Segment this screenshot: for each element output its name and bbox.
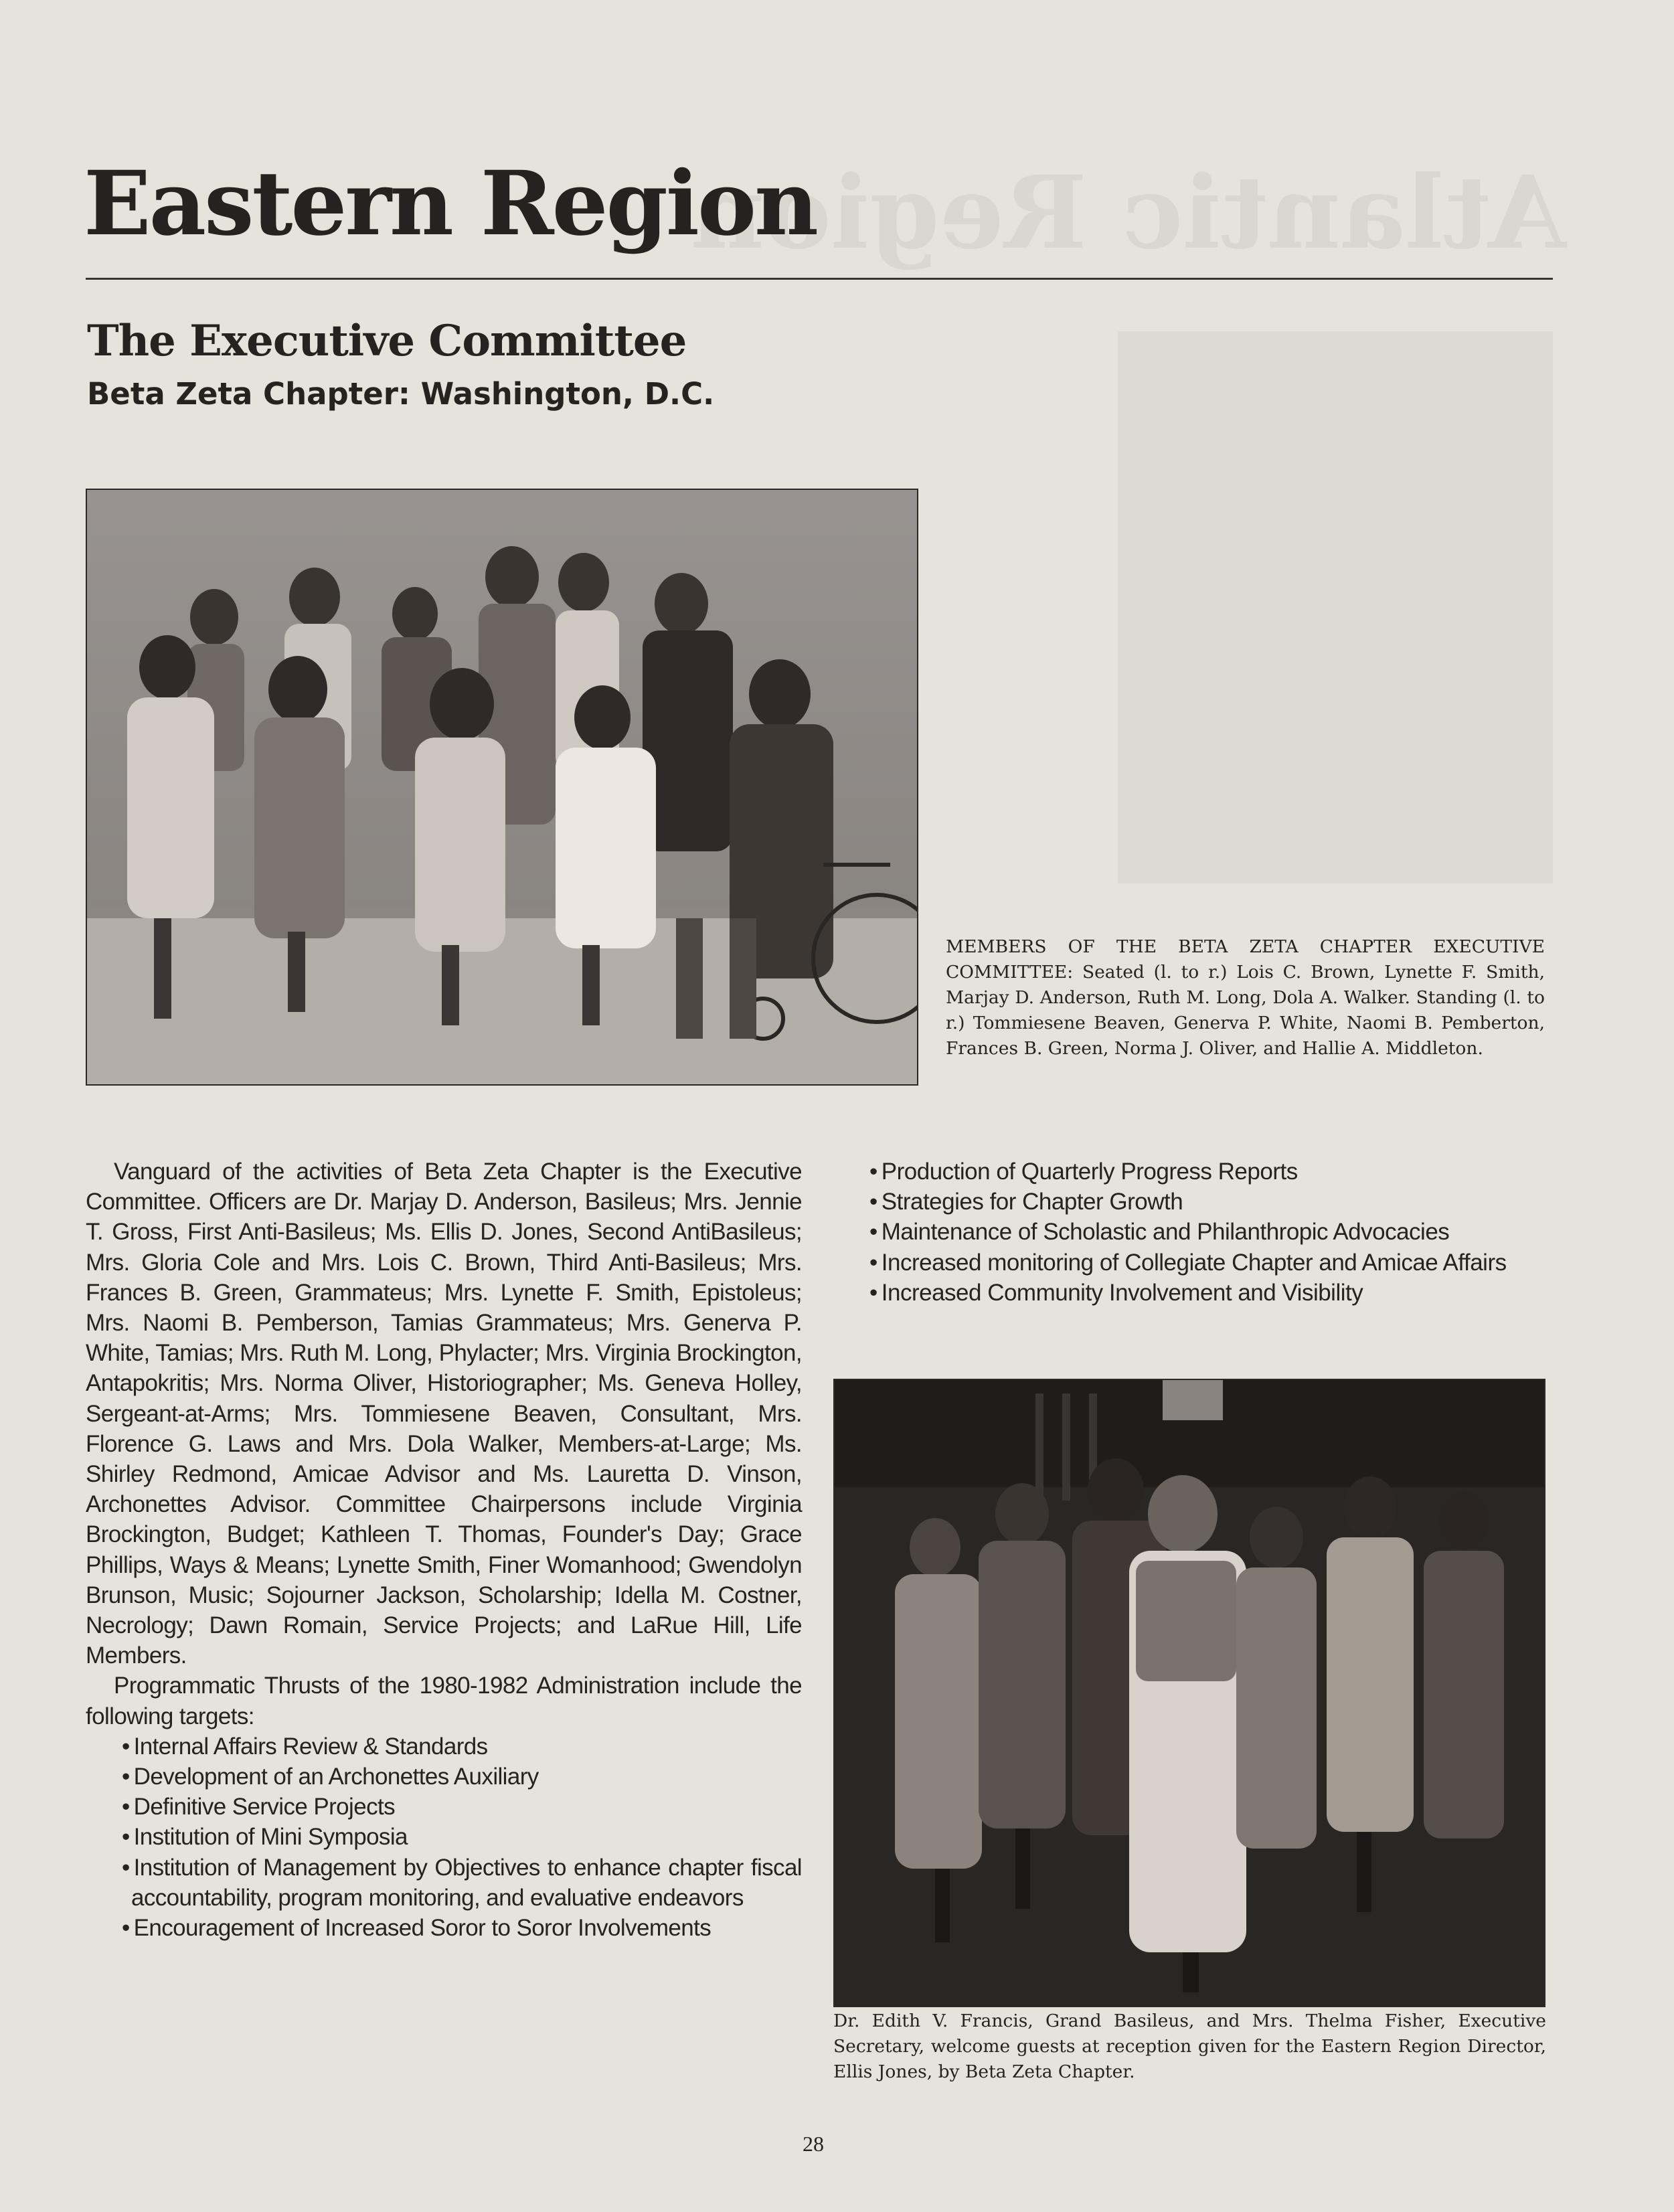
list-item: • Institution of Management by Objectives to enhance chapter fiscal accountability, program monitoring, and evaluative endeavors: [86, 1853, 802, 1913]
title-rule: [86, 278, 1553, 280]
reception-photo: [833, 1379, 1545, 2007]
article-paragraph: Vanguard of the activities of Beta Zeta Chapter is the Executive Committee. Officers are Dr. Marjay D. Anderson, Basileus; Mrs. Jennie T. Gross, First Anti-Basileus; Ms. Ellis D. Jones, Second AntiBasileus; Mrs. Gloria Cole and Mrs. Lois C. Brown, Third Anti-Basileus; Mrs. Frances B. Green, Grammateus; Mrs. Lynette F. Smith, Epistoleus; Mrs. Naomi B. Pemberson, Tamias Grammateus; Mrs. Generva P. White, Tamias; Mrs. Ruth M. Long, Phylacter; Mrs. Virginia Brockington, Antapokritis; Mrs. Norma Oliver, Historiographer; Ms. Geneva Holley, Sergeant-at-Arms; Mrs. Tommiesene Beaven, Consultant, Mrs. Florence G. Laws and Mrs. Dola Walker, Members-at-Large; Ms. Shirley Redmond, Amicae Advisor and Ms. Lauretta D. Vinson, Archonettes Advisor. Committee Chairpersons include Virginia Brockington, Budget; Kathleen T. Thomas, Founder's Day; Grace Phillips, Ways & Means; Lynette Smith, Finer Womanhood; Gwendolyn Brunson, Music; Sojourner Jackson, Scholarship; Idella M. Costner, Necrology; Dawn Romain, Service Projects; and LaRue Hill, Life Members.: [86, 1159, 802, 1669]
group-photo-caption: MEMBERS OF THE BETA ZETA CHAPTER EXECUTIVE COMMITTEE: Seated (l. to r.) Lois C. Brown, Lynette F. Smith, Marjay D. Anderson, Ruth M. Long, Dola A. Walker. Standing (l. to r.) Tommiesene Beaven, Generva P. White, Naomi B. Pemberton, Frances B. Green, Norma J. Oliver, and Hallie A. Middleton.: [946, 936, 1545, 1059]
section-heading: The Executive Committee: [87, 316, 687, 366]
list-item: • Strategies for Chapter Growth: [867, 1187, 1546, 1217]
list-item: • Definitive Service Projects: [86, 1792, 802, 1822]
reception-photo-illustration: [835, 1380, 1544, 2006]
targets-list-left: [86, 1731, 802, 1943]
list-item: • Development of an Archonettes Auxiliary: [86, 1762, 802, 1792]
list-item: • Encouragement of Increased Soror to Soror Involvements: [86, 1913, 802, 1943]
list-item: • Increased Community Involvement and Visibility: [867, 1278, 1546, 1308]
list-item: • Production of Quarterly Progress Reports: [867, 1157, 1546, 1187]
executive-committee-photo: [86, 489, 918, 1086]
article-body: [86, 1157, 802, 1943]
list-item: • Internal Affairs Review & Standards: [86, 1731, 802, 1762]
list-item: • Institution of Mini Symposia: [86, 1822, 802, 1852]
bleed-through-text: Atlantic Region: [691, 154, 1566, 272]
page-number: 28: [803, 2132, 824, 2156]
group-photo-illustration: [87, 490, 917, 1084]
section-subheading: Beta Zeta Chapter: Washington, D.C.: [87, 376, 715, 412]
bleed-through-photo: [1118, 331, 1553, 883]
reception-photo-caption: Dr. Edith V. Francis, Grand Basileus, and Mrs. Thelma Fisher, Executive Secretary, welcome guests at reception given for the Eastern Region Director, Ellis Jones, by Beta Zeta Chapter.: [833, 2011, 1546, 2082]
article-paragraph: Programmatic Thrusts of the 1980-1982 Administration include the following targets:: [86, 1673, 802, 1729]
targets-list-right: [867, 1157, 1546, 1308]
page-title: Eastern Region: [84, 152, 817, 256]
list-item: • Maintenance of Scholastic and Philanthropic Advocacies: [867, 1217, 1546, 1247]
list-item: • Increased monitoring of Collegiate Chapter and Amicae Affairs: [867, 1248, 1546, 1278]
